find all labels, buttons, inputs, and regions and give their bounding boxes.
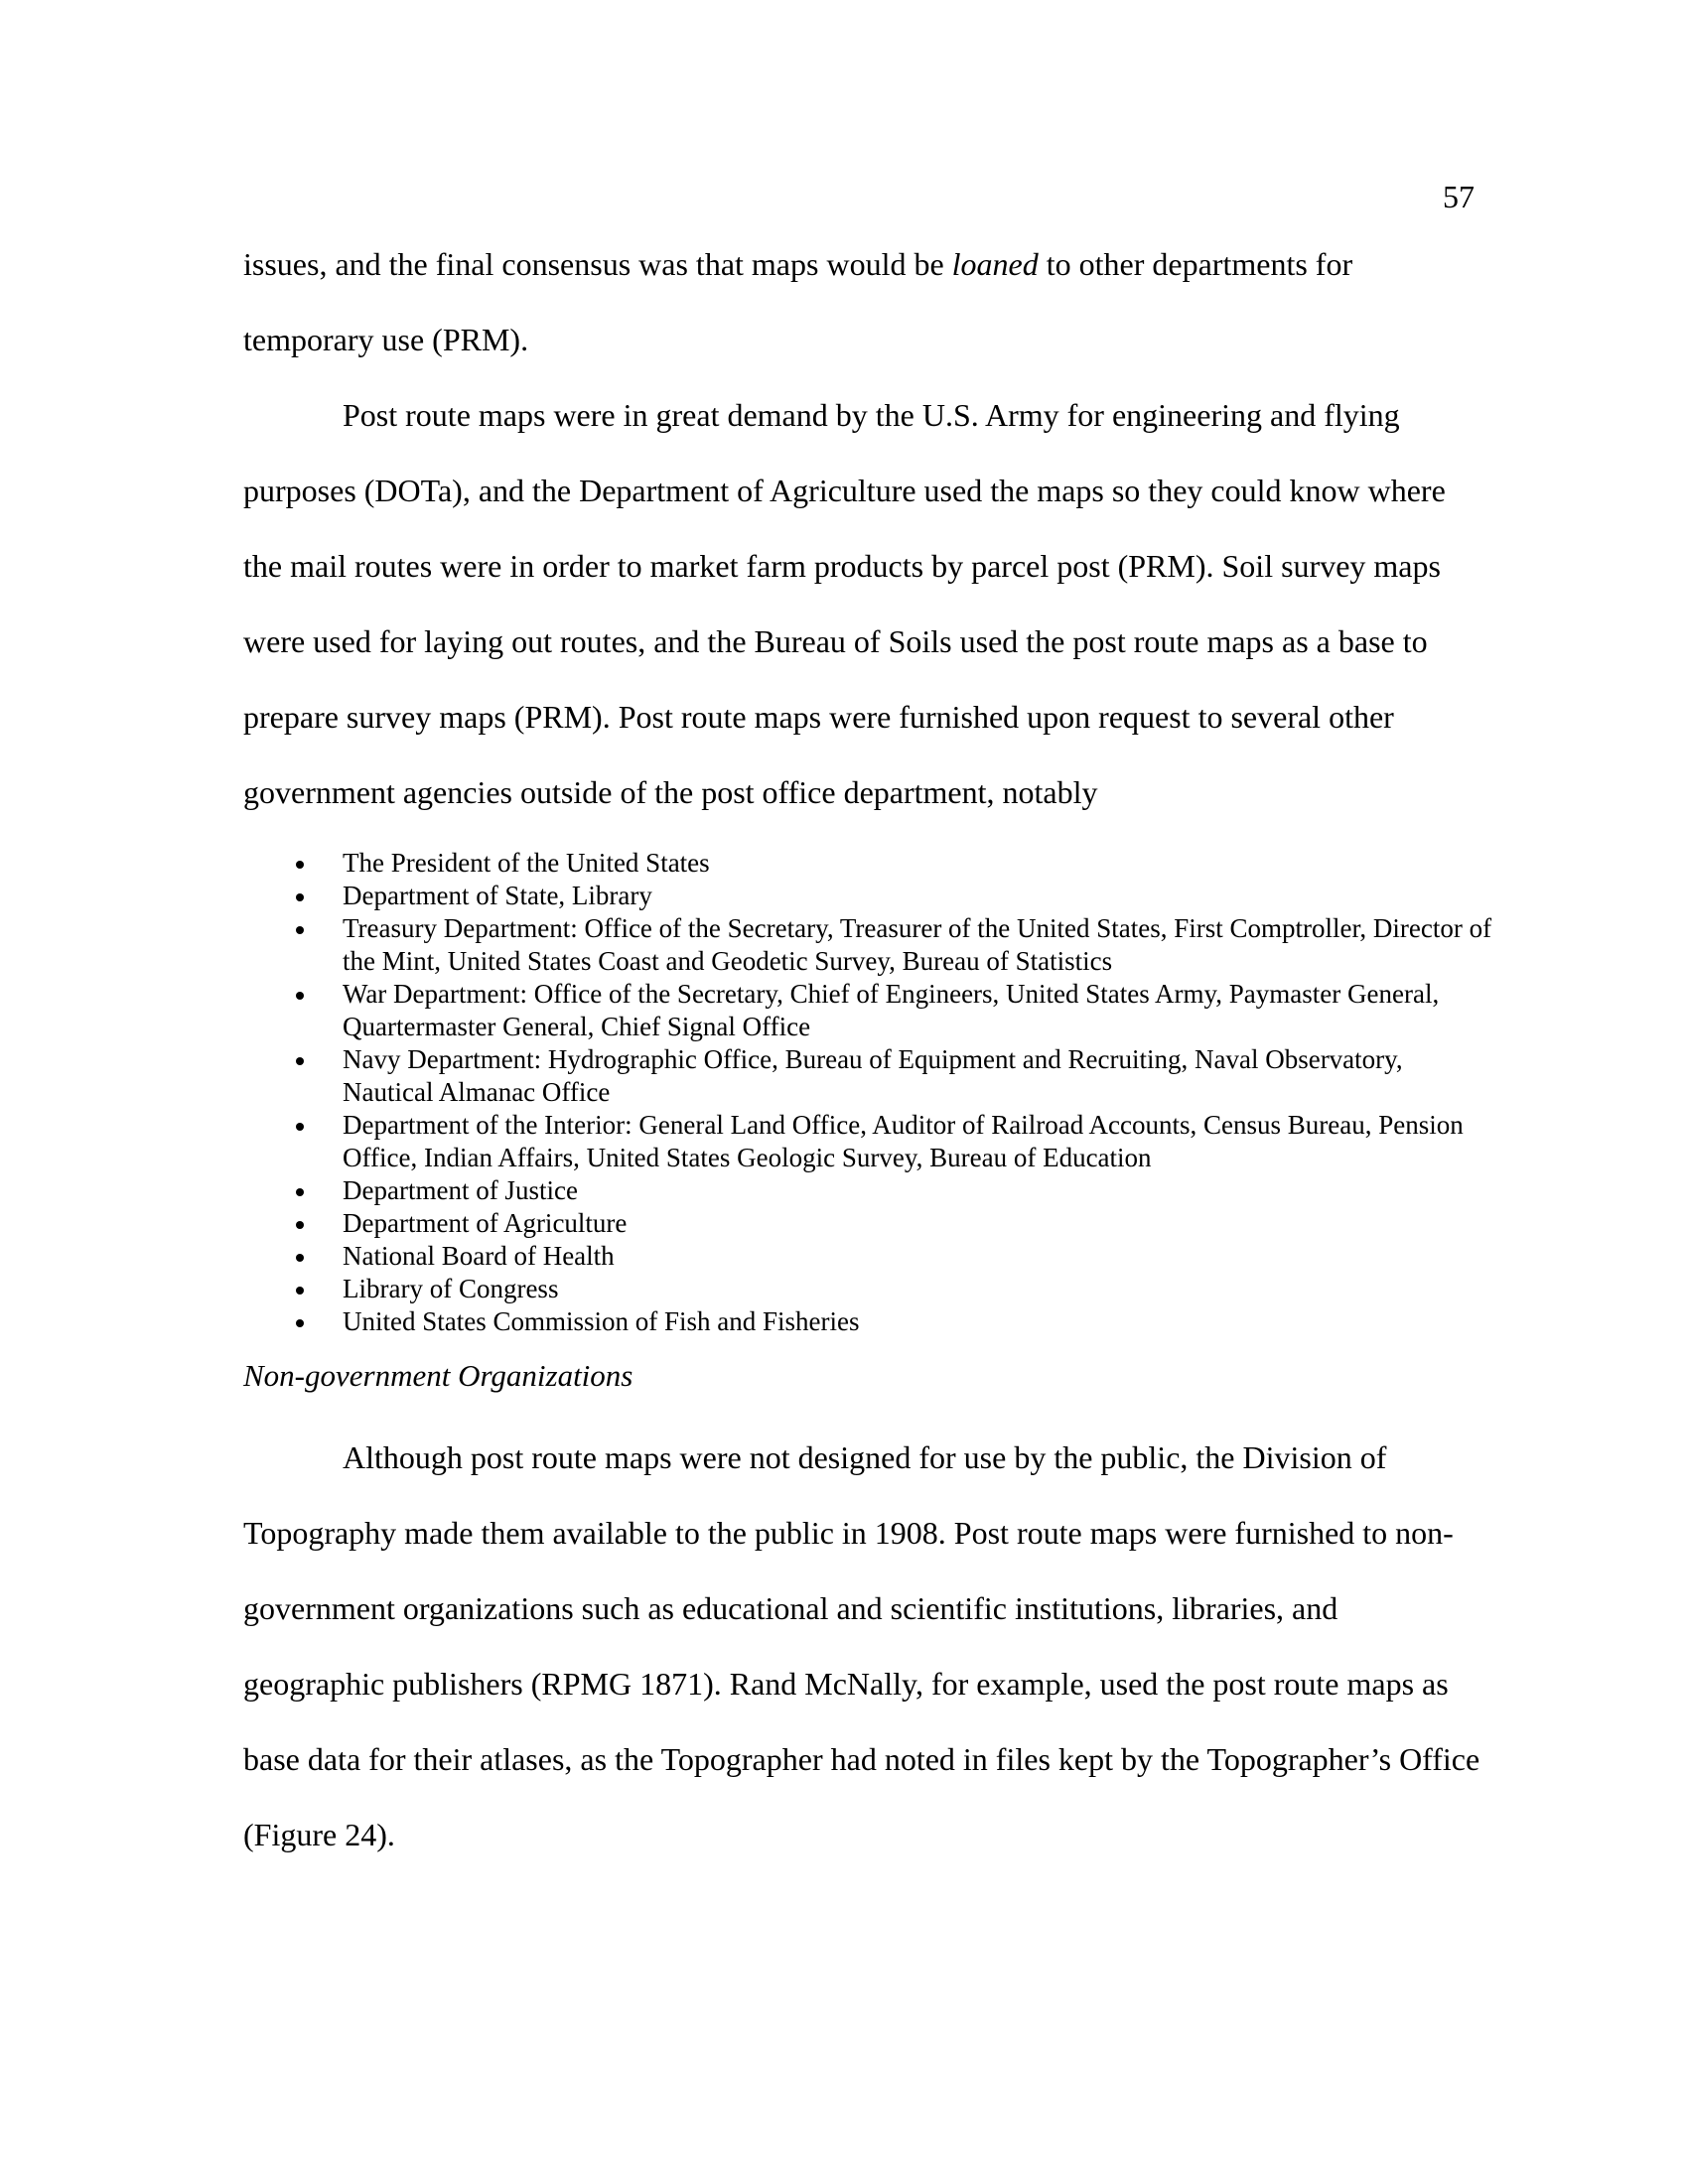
bullet-icon: [296, 926, 304, 934]
bullet-icon: [296, 1123, 304, 1131]
agency-list-item: [243, 1174, 1494, 1207]
agency-list-item: [243, 978, 1494, 1043]
agency-name: United States Commission of Fish and Fisheries: [343, 1306, 860, 1336]
section-heading: Non-government Organizations: [243, 1358, 633, 1393]
bullet-icon: [296, 1188, 304, 1196]
agency-list-item: [243, 1109, 1494, 1174]
paragraph-post-route-demand: Post route maps were in great demand by the U.S. Army for engineering and flying purposes (DOTa), and the Department of Agriculture used the maps so they could know where the mail routes were in order to market farm products by parcel post (PRM). Soil survey maps were used for laying out routes, and the Bureau of Soils used the post route maps as a base to prepare survey maps (PRM). Post route maps were furnished upon request to several other government agencies outside of the post office department, notably: [243, 397, 1446, 810]
agency-name: Department of Justice: [343, 1175, 578, 1205]
agency-list-item: [243, 912, 1494, 978]
bullet-icon: [296, 1287, 304, 1295]
body-text-top: [243, 226, 1484, 830]
agency-name: Department of Agriculture: [343, 1208, 628, 1238]
bullet-icon: [296, 1057, 304, 1065]
agency-name: Department of State, Library: [343, 881, 652, 910]
agency-list-item: [243, 1043, 1494, 1109]
paragraph-1-before: issues, and the final consensus was that maps would be: [243, 246, 952, 282]
agency-name: War Department: Office of the Secretary, Chief of Engineers, United States Army, Paymaster General, Quartermaster General, Chief Signal Office: [343, 979, 1440, 1041]
agency-name: National Board of Health: [343, 1241, 615, 1271]
agency-list-item: [243, 1273, 1494, 1305]
agency-list-item: [243, 847, 1494, 880]
agency-name: Navy Department: Hydrographic Office, Bureau of Equipment and Recruiting, Naval Observatory, Nautical Almanac Office: [343, 1044, 1403, 1107]
agency-list-item: [243, 880, 1494, 912]
bullet-icon: [296, 861, 304, 869]
body-text-bottom: [243, 1420, 1484, 1872]
bullet-icon: [296, 1319, 304, 1327]
agency-list-item: [243, 1207, 1494, 1240]
bullet-icon: [296, 1254, 304, 1262]
bullet-icon: [296, 1221, 304, 1229]
bullet-icon: [296, 992, 304, 1000]
agency-list-item: [243, 1240, 1494, 1273]
agency-name: Treasury Department: Office of the Secretary, Treasurer of the United States, First Comptroller, Director of the Mint, United States Coast and Geodetic Survey, Bureau of Statistics: [343, 913, 1492, 976]
page-number: 57: [1443, 179, 1475, 214]
agency-name: The President of the United States: [343, 848, 710, 878]
paragraph-non-government: Although post route maps were not designed for use by the public, the Division of Topography made them available to the public in 1908. Post route maps were furnished to non-government organizations such as educational and scientific institutions, libraries, and geographic publishers (RPMG 1871). Rand McNally, for example, used the post route maps as base data for their atlases, as the Topographer had noted in files kept by the Topographer’s Office (Figure 24).: [243, 1439, 1480, 1852]
agency-name: Department of the Interior: General Land Office, Auditor of Railroad Accounts, Census Bureau, Pension Office, Indian Affairs, United States Geologic Survey, Bureau of Education: [343, 1110, 1464, 1172]
agency-name: Library of Congress: [343, 1274, 559, 1303]
agency-list-item: [243, 1305, 1494, 1338]
agency-list: [243, 847, 1494, 1338]
paragraph-1-after: to other departments for temporary use (PRM).: [243, 246, 1353, 357]
paragraph-continuation: [243, 226, 1484, 377]
bullet-icon: [296, 893, 304, 901]
paragraph-1-emphasis: loaned: [951, 246, 1039, 282]
